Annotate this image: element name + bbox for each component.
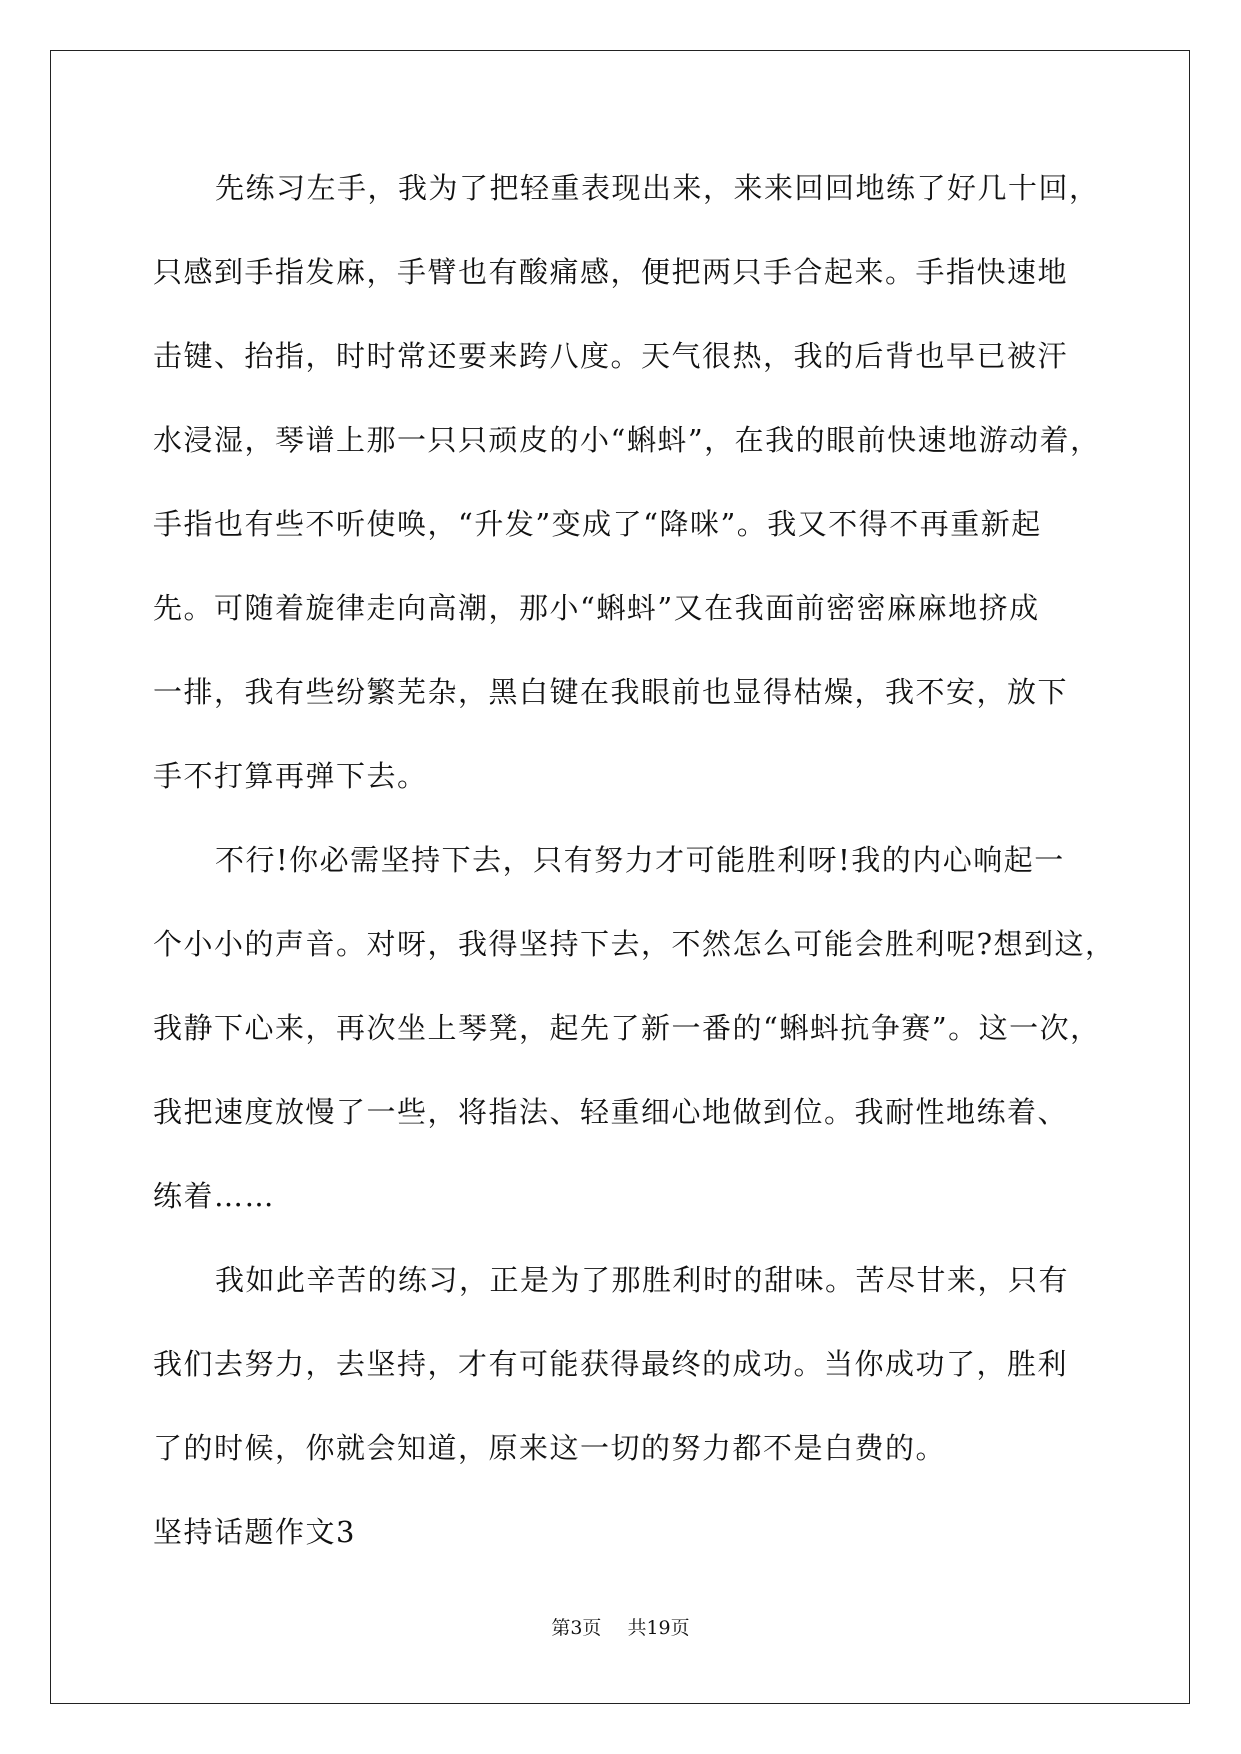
text-line: 手指也有些不听使唤，“升发”变成了“降咪”。我又不得不再重新起 xyxy=(153,507,1042,541)
paragraph-2 xyxy=(153,840,1116,1260)
text-line: 我们去努力，去坚持，才有可能获得最终的成功。当你成功了，胜利 xyxy=(153,1347,1069,1381)
paragraph-3 xyxy=(153,1260,1093,1512)
page-footer xyxy=(0,1616,1241,1640)
section-heading: 坚持话题作文3 xyxy=(153,1515,356,1549)
text-line: 个小小的声音。对呀，我得坚持下去，不然怎么可能会胜利呢?想到这， xyxy=(153,927,1116,961)
text-line: 手不打算再弹下去。 xyxy=(153,759,428,793)
document-body xyxy=(153,168,1116,1596)
paragraph-1 xyxy=(153,168,1101,840)
text-line: 我如此辛苦的练习，正是为了那胜利时的甜味。苦尽甘来，只有 xyxy=(215,1263,1070,1297)
text-line: 练着…… xyxy=(153,1179,276,1213)
page-total: 共19页 xyxy=(627,1617,690,1639)
text-line: 我静下心来，再次坐上琴凳，起先了新一番的“蝌蚪抗争赛”。这一次， xyxy=(153,1011,1101,1045)
text-line: 先。可随着旋律走向高潮，那小“蝌蚪”又在我面前密密麻麻地挤成 xyxy=(153,591,1040,625)
text-line: 了的时候，你就会知道，原来这一切的努力都不是白费的。 xyxy=(153,1431,947,1465)
text-line: 先练习左手，我为了把轻重表现出来，来来回回地练了好几十回， xyxy=(215,171,1100,205)
text-line: 我把速度放慢了一些，将指法、轻重细心地做到位。我耐性地练着、 xyxy=(153,1095,1069,1129)
text-line: 只感到手指发麻，手臂也有酸痛感，便把两只手合起来。手指快速地 xyxy=(153,255,1069,289)
page-number: 第3页 xyxy=(551,1617,602,1639)
text-line: 击键、抬指，时时常还要来跨八度。天气很热，我的后背也早已被汗 xyxy=(153,339,1069,373)
text-line: 水浸湿，琴谱上那一只只顽皮的小“蝌蚪”，在我的眼前快速地游动着， xyxy=(153,423,1101,457)
text-line: 不行!你必需坚持下去，只有努力才可能胜利呀!我的内心响起一 xyxy=(215,843,1065,877)
text-line: 一排，我有些纷繁芜杂，黑白键在我眼前也显得枯燥，我不安，放下 xyxy=(153,675,1069,709)
